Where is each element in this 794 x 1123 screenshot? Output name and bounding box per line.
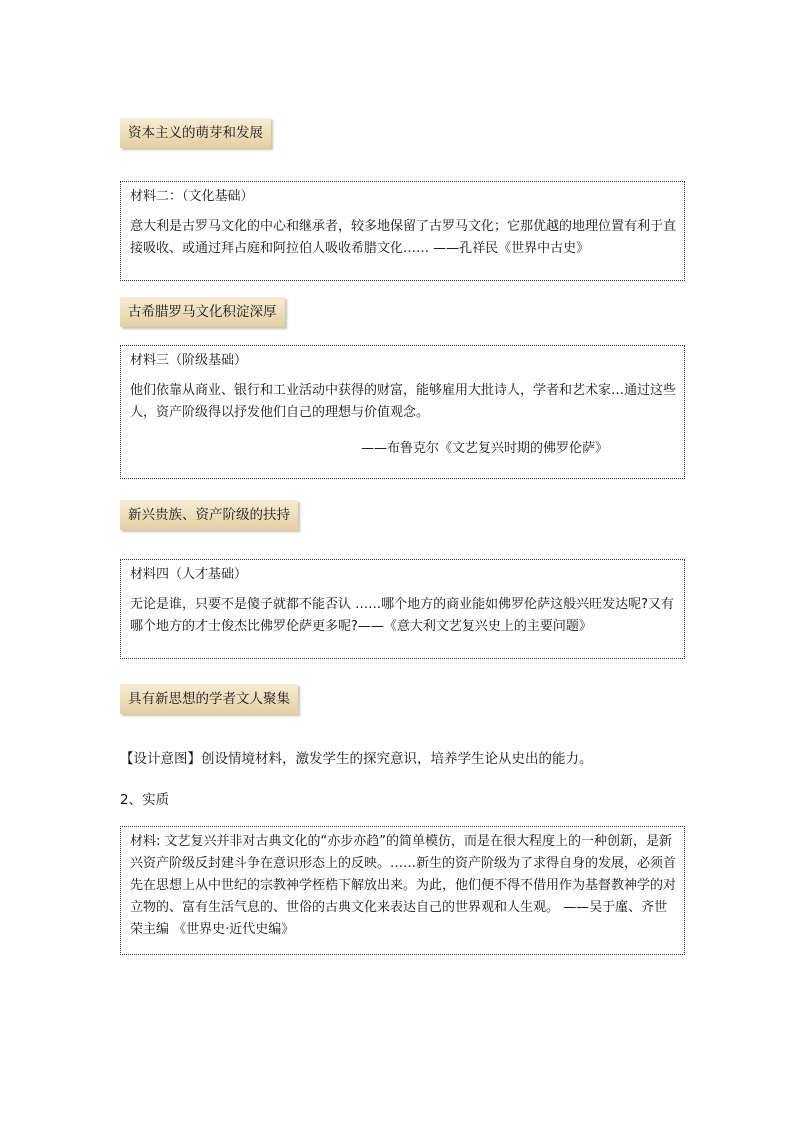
material-body: 材料: 文艺复兴并非对古典文化的“亦步亦趋”的简单模仿，而是在很大程度上的一种创新，是新兴资产阶级反封建斗争在意识形态上的反映。……新生的资产阶级为了求得自身的发展，必须首先在思想上从中世纪的宗教神学桎梏下解放出来。为此，他们便不得不借用作为基督教神学的对立物的、富有生活气息的、世俗的古典文化来表达自己的世界观和人生观。 ——吴于廑、齐世荣主编 《世界史·近代史编》 [130, 834, 677, 937]
design-intent: 【设计意图】创设情境材料，激发学生的探究意识，培养学生论从史出的能力。 [120, 751, 593, 767]
material-heading: 材料二：（文化基础） [130, 189, 254, 204]
material-body: 意大利是古罗马文化的中心和继承者，较多地保留了古罗马文化；它那优越的地理位置有利于直接吸收、或通过拜占庭和阿拉伯人吸收希腊文化…… ——孔祥民《世界中古史》 [130, 219, 677, 256]
section-tag-scholars: 具有新思想的学者文人聚集 [120, 684, 298, 714]
material-source: ——布鲁克尔《文艺复兴时期的佛罗伦萨》 [360, 441, 608, 456]
material-heading: 材料三（阶级基础） [130, 353, 248, 368]
material-box-talent [120, 559, 685, 659]
material-body: 无论是谁，只要不是傻子就都不能否认 ……哪个地方的商业能如佛罗伦萨这般兴旺发达呢?又有哪个地方的才士俊杰比佛罗伦萨更多呢?——《意大利文艺复兴史上的主要问题》 [130, 597, 675, 634]
material-box-class [120, 345, 685, 479]
subheading-essence: 2、实质 [120, 792, 170, 808]
section-tag-patronage: 新兴贵族、资产阶级的扶持 [120, 500, 298, 530]
section-tag-classical-culture: 古希腊罗马文化积淀深厚 [120, 297, 285, 327]
section-tag-capitalism: 资本主义的萌芽和发展 [120, 118, 271, 148]
material-heading: 材料四（人才基础） [130, 567, 248, 582]
material-box-essence [120, 826, 685, 955]
material-box-culture [120, 181, 685, 281]
material-body: 他们依靠从商业、银行和工业活动中获得的财富，能够雇用大批诗人，学者和艺术家…通过这些人，资产阶级得以抒发他们自己的理想与价值观念。 [130, 383, 677, 420]
